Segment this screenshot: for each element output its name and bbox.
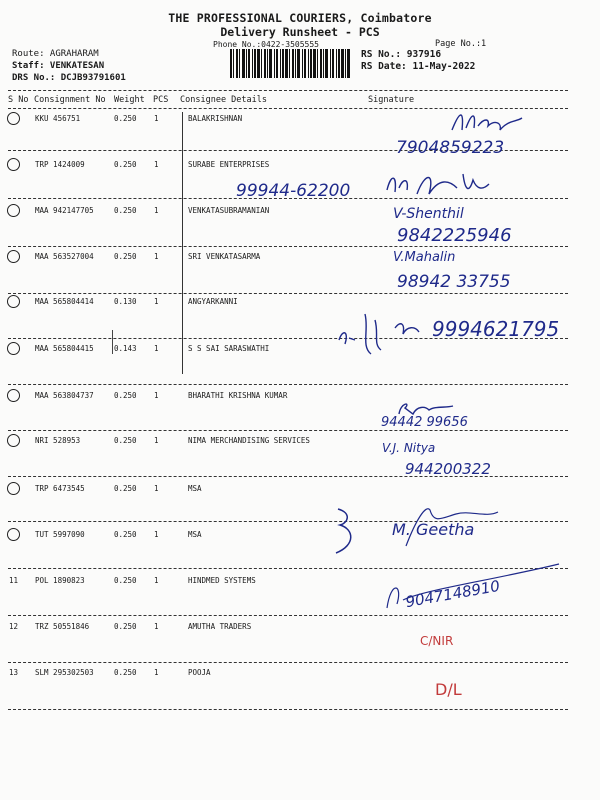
row-consignment-no: TRP 6473545 <box>35 484 85 493</box>
barcode-image <box>230 49 350 78</box>
row-consignee: NIMA MERCHANDISING SERVICES <box>188 436 310 445</box>
row-weight: 0.130 <box>114 297 137 306</box>
signature-row-9 <box>332 505 362 555</box>
tick-mark-icon <box>7 342 20 355</box>
row-divider <box>8 246 568 247</box>
handwritten-phone-11: 9047148910 <box>404 576 502 612</box>
row-divider <box>8 384 568 385</box>
drs-number: DRS No.: DCJB93791601 <box>12 73 126 83</box>
row-consignee: S S SAI SARASWATHI <box>188 344 270 353</box>
handwritten-mark-13: D/L <box>435 680 462 699</box>
staff-label: Staff: VENKATESAN <box>12 61 105 71</box>
row-pcs: 1 <box>154 297 159 306</box>
row-consignee: ANGYARKANNI <box>188 297 238 306</box>
row-consignment-no: TUT 5997090 <box>35 530 85 539</box>
row-pcs: 1 <box>154 484 159 493</box>
row-pcs: 1 <box>154 391 159 400</box>
tick-mark-icon <box>7 295 20 308</box>
ink-vertical-line-short <box>112 330 113 354</box>
row-pcs: 1 <box>154 530 159 539</box>
row-weight: 0.250 <box>114 436 137 445</box>
company-phone: Phone No.:0422-3505555 <box>213 40 319 49</box>
row-weight: 0.250 <box>114 391 137 400</box>
tick-mark-icon <box>7 112 20 125</box>
row-divider <box>8 430 568 431</box>
row-pcs: 1 <box>154 252 159 261</box>
col-weight: Weight <box>114 95 145 105</box>
row-consignee: SURABE ENTERPRISES <box>188 160 270 169</box>
row-consignee: MSA <box>188 530 202 539</box>
signature-row-10 <box>386 500 506 550</box>
row-sno: 13 <box>9 668 19 677</box>
row-consignment-no: SLM 295302503 <box>35 668 94 677</box>
row-pcs: 1 <box>154 668 159 677</box>
handwritten-phone-8a: 94442 99656 <box>381 415 468 430</box>
tick-mark-icon <box>7 204 20 217</box>
row-weight: 0.250 <box>114 114 137 123</box>
row-consignee: BALAKRISHNAN <box>188 114 243 123</box>
handwritten-phone-6: 9994621795 <box>432 317 560 341</box>
tick-mark-icon <box>7 250 20 263</box>
handwritten-phone-4: 98942 33755 <box>397 272 511 292</box>
row-consignee: MSA <box>188 484 202 493</box>
signature-row-1 <box>450 108 530 138</box>
row-pcs: 1 <box>154 576 159 585</box>
row-consignment-no: TRP 1424009 <box>35 160 85 169</box>
row-consignee: BHARATHI KRISHNA KUMAR <box>188 391 288 400</box>
col-pcs: PCS <box>153 95 169 105</box>
row-pcs: 1 <box>154 114 159 123</box>
handwritten-mark-12: C/NIR <box>420 634 454 648</box>
row-consignment-no: KKU 456751 <box>35 114 81 123</box>
page-number: Page No.:1 <box>435 39 487 49</box>
row-weight: 0.143 <box>114 344 137 353</box>
rs-number: RS No.: 937916 <box>361 49 442 60</box>
row-divider <box>8 293 568 294</box>
row-pcs: 1 <box>154 344 159 353</box>
handwritten-name-3: V-Shenthil <box>393 206 464 222</box>
row-consignment-no: MAA 563527004 <box>35 252 94 261</box>
handwritten-name-8: V.J. Nitya <box>382 441 436 455</box>
row-consignment-no: MAA 565804415 <box>35 344 94 353</box>
ink-vertical-line <box>182 112 183 374</box>
row-consignee: POOJA <box>188 668 211 677</box>
handwritten-name-10: M. Geetha <box>392 520 475 539</box>
row-pcs: 1 <box>154 622 159 631</box>
row-consignment-no: MAA 942147705 <box>35 206 94 215</box>
signature-row-6 <box>335 310 435 355</box>
row-consignee: SRI VENKATASARMA <box>188 252 261 261</box>
row-divider <box>8 615 568 616</box>
handwritten-phone-3: 9842225946 <box>397 225 512 246</box>
company-title: THE PROFESSIONAL COURIERS, Coimbatore <box>168 11 432 25</box>
handwritten-name-4: V.Mahalin <box>393 250 456 265</box>
row-divider <box>8 709 568 710</box>
signature-row-7 <box>395 400 455 416</box>
sheet-title: Delivery Runsheet - PCS <box>220 25 380 39</box>
row-weight: 0.250 <box>114 622 137 631</box>
tick-mark-icon <box>7 482 20 495</box>
row-consignment-no: MAA 565804414 <box>35 297 94 306</box>
row-weight: 0.250 <box>114 206 137 215</box>
row-consignment-no: NRI 528953 <box>35 436 81 445</box>
row-weight: 0.250 <box>114 576 137 585</box>
row-consignee: HINDMED SYSTEMS <box>188 576 256 585</box>
handwritten-phone-8b: 944200322 <box>405 460 491 478</box>
row-weight: 0.250 <box>114 530 137 539</box>
tick-mark-icon <box>7 158 20 171</box>
row-pcs: 1 <box>154 160 159 169</box>
row-pcs: 1 <box>154 206 159 215</box>
row-weight: 0.250 <box>114 668 137 677</box>
col-consignment: Consignment No <box>34 95 106 105</box>
tick-mark-icon <box>7 434 20 447</box>
tick-mark-icon <box>7 389 20 402</box>
row-divider <box>8 662 568 663</box>
row-weight: 0.250 <box>114 252 137 261</box>
tick-mark-icon <box>7 528 20 541</box>
handwritten-phone-2: 99944-62200 <box>236 181 351 201</box>
row-consignment-no: POL 1890823 <box>35 576 85 585</box>
rs-date: RS Date: 11-May-2022 <box>361 61 476 72</box>
signature-row-2 <box>383 170 493 200</box>
row-consignment-no: TRZ 50551846 <box>35 622 90 631</box>
col-sno: S No <box>8 95 29 105</box>
col-signature: Signature <box>368 95 415 105</box>
row-consignment-no: MAA 563804737 <box>35 391 94 400</box>
col-consignee: Consignee Details <box>180 95 267 105</box>
row-sno: 11 <box>9 576 19 585</box>
header-divider-top <box>8 90 568 91</box>
route-label: Route: AGRAHARAM <box>12 49 99 59</box>
row-sno: 12 <box>9 622 19 631</box>
row-pcs: 1 <box>154 436 159 445</box>
row-consignee: VENKATASUBRAMANIAN <box>188 206 270 215</box>
row-consignee: AMUTHA TRADERS <box>188 622 252 631</box>
row-weight: 0.250 <box>114 160 137 169</box>
row-weight: 0.250 <box>114 484 137 493</box>
handwritten-phone-1: 7904859223 <box>396 138 505 158</box>
